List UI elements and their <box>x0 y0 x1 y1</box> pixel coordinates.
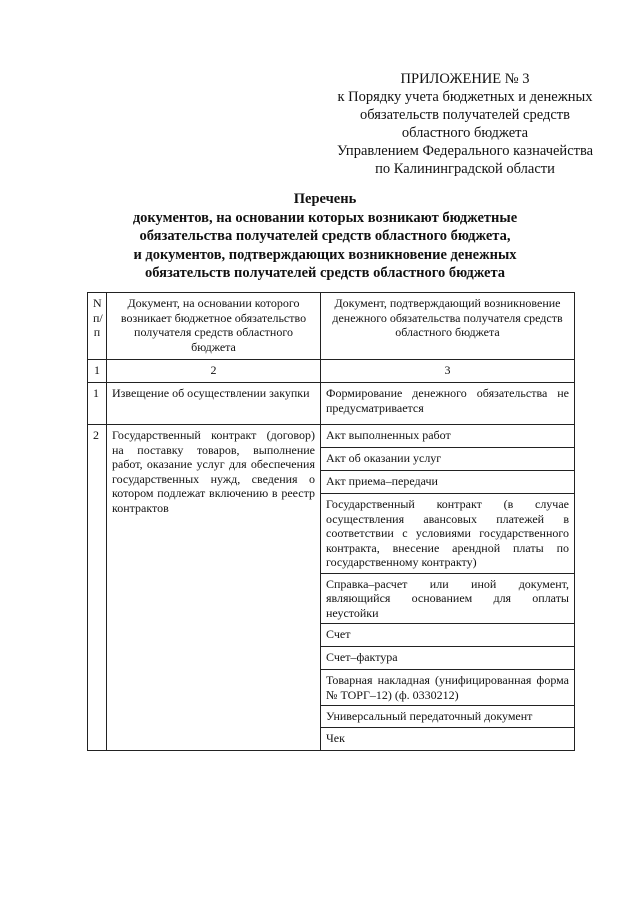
title-heading: Перечень <box>293 191 357 207</box>
row-number: 1 <box>88 383 107 425</box>
confirming-document: Формирование денежного обязательства не предусматривается <box>321 383 575 425</box>
title-line: и документов, подтверждающих возникновение денежных <box>133 246 517 263</box>
appendix-line: Управлением Федерального казначейства <box>336 143 594 159</box>
appendix-line: к Порядку учета бюджетных и денежных <box>337 89 593 105</box>
column-number: 2 <box>107 360 321 383</box>
column-number: 1 <box>88 360 107 383</box>
appendix-header <box>300 70 630 178</box>
confirming-document: Акт выполненных работ <box>321 425 575 448</box>
column-number: 3 <box>321 360 575 383</box>
document-title <box>50 190 600 283</box>
appendix-number: ПРИЛОЖЕНИЕ № 3 <box>400 71 530 87</box>
confirming-document: Акт приема–передачи <box>321 471 575 494</box>
header-confirming-document: Документ, подтверждающий возникновение денежного обязательства получателя средств областного бюджета <box>321 293 575 360</box>
title-line: документов, на основании которых возникают бюджетные <box>132 209 518 226</box>
appendix-line: обязательств получателей средств <box>359 107 570 123</box>
appendix-line: областного бюджета <box>401 125 529 141</box>
confirming-document: Счет <box>321 624 575 647</box>
basis-document: Извещение об осуществлении закупки <box>107 383 321 425</box>
title-line: обязательства получателей средств областного бюджета, <box>139 228 511 244</box>
confirming-document: Справка–расчет или иной документ, являющийся основанием для оплаты неустойки <box>321 573 575 624</box>
table-header-row <box>88 293 575 360</box>
table-row <box>88 383 575 425</box>
title-line: обязательств получателей средств областного бюджета <box>144 265 506 281</box>
confirming-document: Универсальный передаточный документ <box>321 706 575 728</box>
appendix-line: по Калининградской области <box>375 161 555 177</box>
confirming-document: Чек <box>321 727 575 750</box>
confirming-document: Акт об оказании услуг <box>321 448 575 471</box>
basis-document: Государственный контракт (договор) на поставку товаров, выполнение работ, оказание услуг для обеспечения государственных нужд, сведения о котором подлежат включению в реестр контрактов <box>107 425 321 751</box>
confirming-document: Счет–фактура <box>321 647 575 670</box>
confirming-document: Товарная накладная (унифицированная форма № ТОРГ–12) (ф. 0330212) <box>321 670 575 706</box>
row-number: 2 <box>88 425 107 751</box>
table-row <box>88 425 575 448</box>
column-number-row <box>88 360 575 383</box>
header-num: N п/п <box>88 293 107 360</box>
confirming-document: Государственный контракт (в случае осуществления авансовых платежей в соответствии с условиями государственного контракта, внесение арендной платы по государственному контракту) <box>321 494 575 574</box>
documents-table <box>87 292 575 751</box>
header-basis-document: Документ, на основании которого возникает бюджетное обязательство получателя средств областного бюджета <box>107 293 321 360</box>
